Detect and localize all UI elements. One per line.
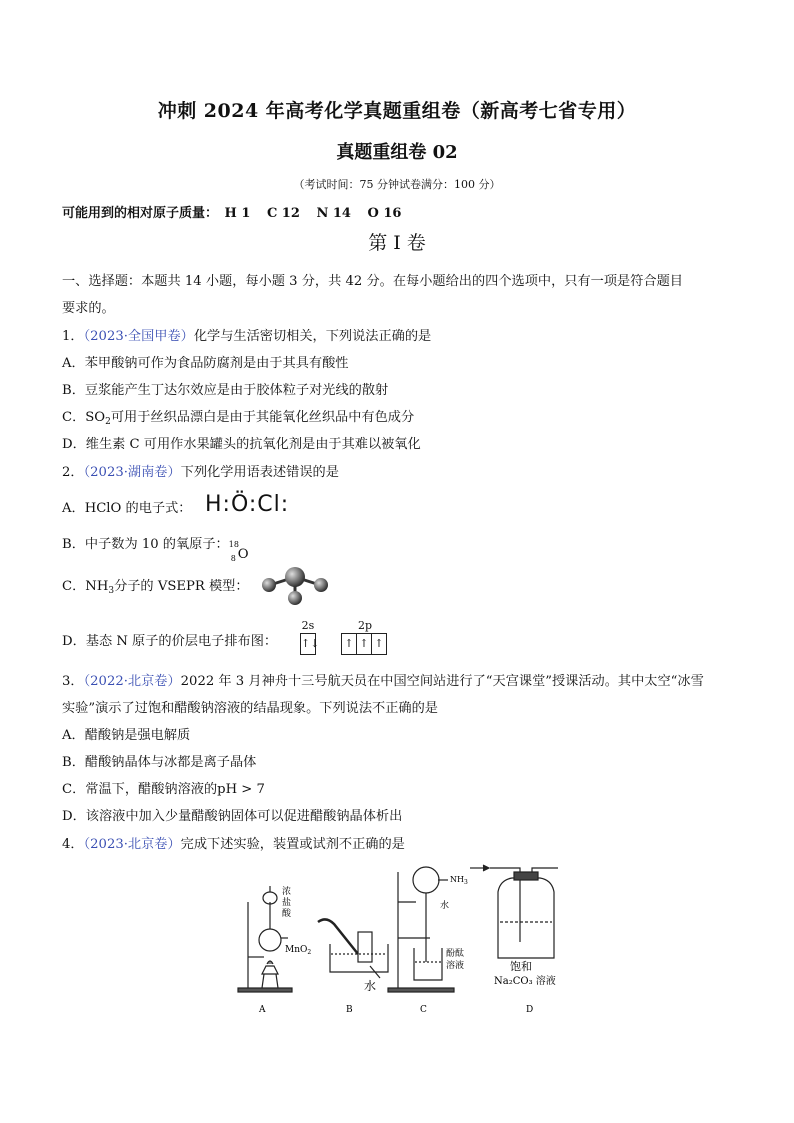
q2-source: （2023·湖南卷）: [83, 465, 181, 480]
q1-option-b: B．豆浆能产生丁达尔效应是由于胶体粒子对光线的散射: [62, 383, 389, 398]
orbital-2s: [300, 619, 320, 655]
q3-option-b: B．醋酸钠晶体与冰都是离子晶体: [62, 755, 257, 770]
b-water: 水: [364, 979, 377, 993]
c-nh3: $NH_3$: [450, 875, 468, 886]
orbital-2p: [341, 619, 389, 655]
fig-label-b: B: [346, 1005, 353, 1015]
q2-option-c: [62, 575, 249, 596]
q3-source: （2022·北京卷）: [83, 674, 181, 689]
a-reagent-3: 酸: [282, 909, 292, 919]
q2-c-post: 分子的 VSEPR 模型：: [114, 579, 249, 594]
page-subtitle: 真题重组卷 02: [336, 142, 458, 163]
c-water: 水: [440, 901, 450, 911]
orbital-2s-box: ↑↓: [300, 633, 316, 655]
q3-option-a: A．醋酸钠是强电解质: [62, 728, 191, 743]
apparatus-figure: [230, 862, 590, 1022]
q2-option-a: A．HClO 的电子式：: [62, 501, 192, 516]
d-label-1: 饱和: [510, 960, 532, 973]
page-title: 冲刺 2024 年高考化学真题重组卷（新高考七省专用）: [157, 100, 637, 122]
c-phen-2: 溶液: [446, 961, 465, 971]
mass-o: O 16: [367, 206, 402, 221]
q1-source: （2023·全国甲卷）: [83, 329, 194, 344]
q2-option-d: D．基态 N 原子的价层电子排布图：: [62, 634, 278, 649]
apparatus-b: [318, 919, 388, 978]
q2-c-pre: C．NH: [62, 579, 109, 594]
q1-option-a: A．苯甲酸钠可作为食品防腐剂是由于其具有酸性: [62, 356, 349, 371]
orbital-2p-box-3: ↑: [372, 633, 387, 655]
isotope-atomic: 8: [230, 554, 236, 563]
exam-info: （考试时间：75 分钟试卷满分：100 分）: [293, 178, 501, 191]
q3-number: 3．: [62, 674, 84, 689]
fig-label-a: A: [259, 1005, 266, 1015]
d-label-2: Na₂CO₃ 溶液: [494, 976, 556, 987]
mass-h: H 1: [224, 206, 251, 221]
q1-option-d: D．维生素 C 可用作水果罐头的抗氧化剂是由于其难以被氧化: [62, 437, 421, 452]
fig-label-d: D: [526, 1005, 534, 1015]
apparatus-d: [470, 865, 558, 958]
c-phen-1: 酚酞: [446, 949, 465, 959]
q4-source: （2023·北京卷）: [83, 837, 181, 852]
mass-n: N 14: [316, 206, 351, 221]
q3-text-1: 2022 年 3 月神舟十三号航天员在中国空间站进行了“天宫课堂”授课活动。其中太空“冰雪: [180, 674, 704, 689]
q4-text: 完成下述实验，装置或试剂不正确的是: [180, 837, 405, 852]
section-instructions-1: 一、选择题：本题共 14 小题，每小题 3 分，共 42 分。在每小题给出的四个选项中，只有一项是符合题目: [62, 274, 683, 289]
q2-c-sub: 3: [108, 586, 115, 596]
q4-number: 4．: [62, 837, 84, 852]
volume-heading: 第 I 卷: [368, 232, 426, 254]
a-reagent-1: 浓: [282, 887, 292, 897]
q2-text: 下列化学用语表述错误的是: [180, 465, 339, 480]
orbital-2p-box-1: ↑: [341, 633, 357, 655]
a-mno2: MnO$_2$: [285, 945, 312, 956]
orbital-2s-label: 2s: [301, 619, 315, 632]
q1-option-c: [62, 406, 414, 427]
q1-number: 1．: [62, 329, 84, 344]
orbital-2p-label: 2p: [357, 619, 373, 632]
q3-stem-1: [62, 670, 704, 689]
mass-c: C 12: [266, 206, 300, 221]
q3-stem-2: 实验”演示了过饱和醋酸钠溶液的结晶现象。下列说法不正确的是: [62, 701, 438, 716]
q2-stem: [62, 461, 339, 480]
atomic-masses-label: 可能用到的相对原子质量：: [62, 206, 219, 221]
q1-stem: [62, 325, 431, 344]
isotope-mass: 18: [228, 540, 239, 549]
q1-c-pre: C．SO: [62, 410, 106, 425]
hclo-electron-formula: H:Ö:Cl:: [205, 492, 290, 517]
a-reagent-2: 盐: [282, 898, 292, 908]
fig-label-c: C: [420, 1005, 427, 1015]
q2-b-text: B．中子数为 10 的氧原子：: [62, 537, 229, 552]
orbital-2p-box-2: ↑: [357, 633, 372, 655]
q1-c-post: 可用于丝织品漂白是由于其能氧化丝织品中有色成分: [110, 410, 415, 425]
apparatus-c: [388, 867, 454, 992]
q4-stem: [62, 833, 405, 852]
q3-option-d: D．该溶液中加入少量醋酸钠固体可以促进醋酸钠晶体析出: [62, 809, 403, 824]
section-instructions-2: 要求的。: [62, 301, 115, 316]
isotope-symbol: O: [237, 547, 249, 562]
q1-text: 化学与生活密切相关，下列说法正确的是: [193, 329, 432, 344]
q3-option-c: C．常温下，醋酸钠溶液的pH > 7: [62, 782, 265, 797]
q2-number: 2．: [62, 465, 84, 480]
vsepr-model-image: [258, 565, 332, 607]
atomic-masses: [62, 202, 413, 221]
q2-option-b: [62, 533, 249, 563]
q1-c-sub: 2: [105, 417, 111, 427]
